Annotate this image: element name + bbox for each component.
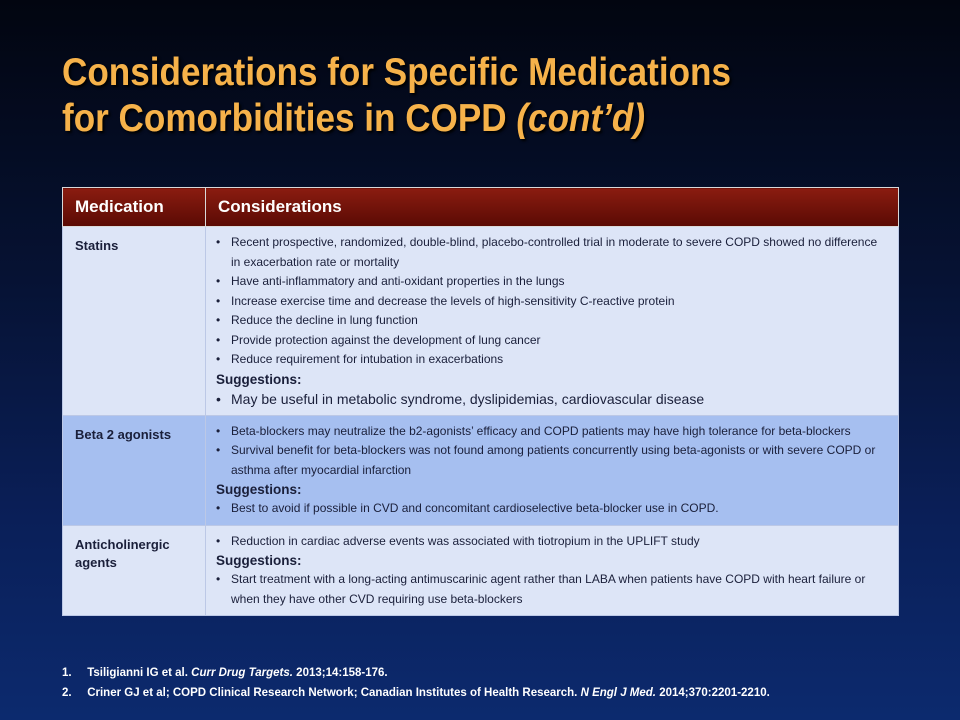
list-item: • Beta-blockers may neutralize the b2-agonists’ efficacy and COPD patients may have high tolerance for beta-blockers (216, 422, 886, 442)
medications-table (62, 187, 899, 616)
considerations-list (216, 233, 886, 370)
considerations-list (216, 422, 886, 481)
suggestions-list (216, 570, 886, 609)
reference-details: 2013;14:158-176. (296, 667, 388, 679)
reference-number: 1. (62, 667, 72, 679)
reference-journal: Curr Drug Targets. (191, 667, 293, 679)
list-item: • Increase exercise time and decrease the levels of high-sensitivity C-reactive protein (216, 292, 886, 312)
title-line-1: Considerations for Specific Medications (62, 51, 731, 94)
list-item: • Provide protection against the development of lung cancer (216, 331, 886, 351)
reference-authors: Criner GJ et al; COPD Clinical Research Network; Canadian Institutes of Health Research. (87, 687, 578, 699)
suggestions-label: Suggestions: (216, 371, 302, 387)
header-considerations: Considerations (206, 188, 899, 227)
table-row-beta2 (63, 415, 899, 525)
reference-item (62, 683, 770, 703)
list-item: • Reduction in cardiac adverse events was associated with tiotropium in the UPLIFT study (216, 532, 886, 552)
medication-cell: Beta 2 agonists (63, 415, 206, 525)
title-contd: (cont’d) (516, 97, 646, 140)
slide-title (62, 50, 836, 142)
suggestions-list (216, 499, 886, 519)
considerations-cell (206, 525, 899, 616)
medication-cell: Anticholinergic agents (63, 525, 206, 616)
list-item: • Best to avoid if possible in CVD and concomitant cardioselective beta-blocker use in COPD. (216, 499, 886, 519)
list-item: • Start treatment with a long-acting antimuscarinic agent rather than LABA when patients have COPD with heart failure or when they have other CVD requiring use beta-blockers (216, 570, 886, 609)
list-item: • May be useful in metabolic syndrome, dyslipidemias, cardiovascular disease (216, 389, 886, 409)
reference-authors: Tsiligianni IG et al. (87, 667, 188, 679)
reference-number: 2. (62, 687, 72, 699)
list-item: • Reduce requirement for intubation in exacerbations (216, 350, 886, 370)
reference-journal: N Engl J Med. (580, 687, 656, 699)
table-header-row (63, 188, 899, 227)
title-line-2 (62, 96, 836, 142)
considerations-cell (206, 415, 899, 525)
suggestions-list (216, 389, 886, 409)
header-medication: Medication (63, 188, 206, 227)
suggestions-label: Suggestions: (216, 553, 302, 568)
title-line-2-main: for Comorbidities in COPD (62, 97, 507, 140)
reference-item (62, 663, 770, 683)
references-list (62, 663, 770, 703)
table-row-anticholinergic (63, 525, 899, 616)
list-item: • Recent prospective, randomized, double-blind, placebo-controlled trial in moderate to severe COPD showed no difference in exacerbation rate or mortality (216, 233, 886, 272)
table-row-statins (63, 227, 899, 416)
considerations-list (216, 532, 886, 552)
considerations-cell (206, 227, 899, 416)
medication-cell: Statins (63, 227, 206, 416)
reference-details: 2014;370:2201-2210. (659, 687, 770, 699)
suggestions-label: Suggestions: (216, 482, 302, 497)
list-item: • Survival benefit for beta-blockers was not found among patients concurrently using beta-agonists or with severe COPD or asthma after myocardial infarction (216, 441, 886, 480)
list-item: • Have anti-inflammatory and anti-oxidant properties in the lungs (216, 272, 886, 292)
list-item: • Reduce the decline in lung function (216, 311, 886, 331)
